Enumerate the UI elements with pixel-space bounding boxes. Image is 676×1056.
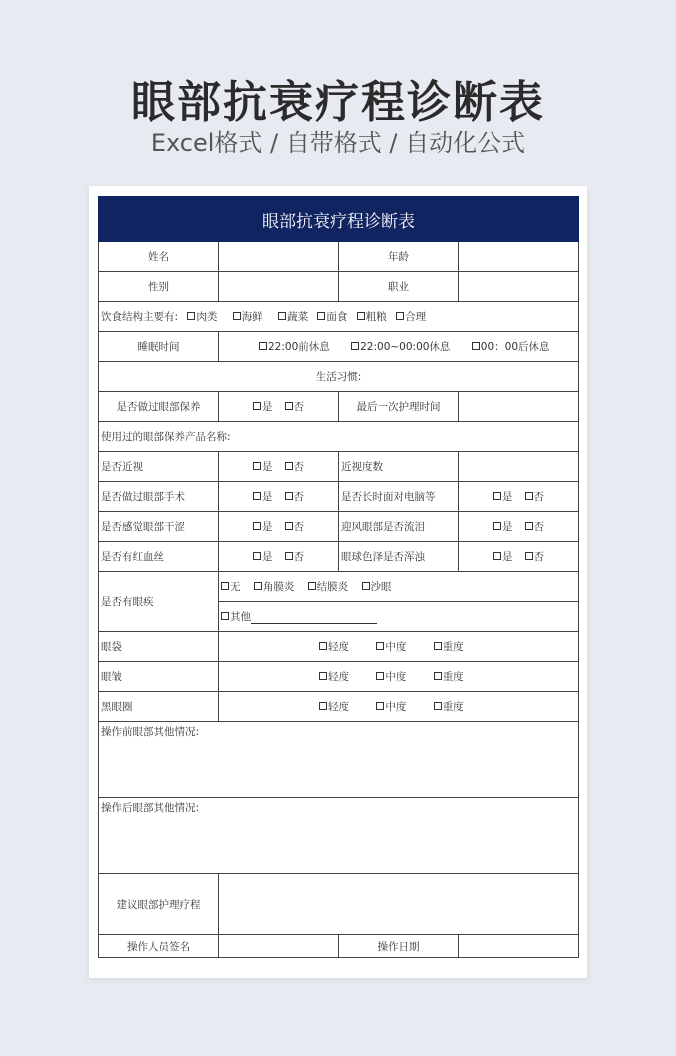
- diet-option-noodles[interactable]: 面食: [317, 309, 347, 324]
- checkbox-icon: [285, 462, 293, 470]
- checkbox-icon: [319, 642, 327, 650]
- diet-option-meat[interactable]: 肉类: [187, 309, 217, 324]
- wrinkle-moderate[interactable]: 中度: [376, 669, 406, 684]
- disease-label: 是否有眼疾: [99, 572, 219, 632]
- after-label: 操作后眼部其他情况:: [101, 802, 200, 814]
- eye-care-options: [219, 392, 339, 422]
- surgery-label: 是否做过眼部手术: [99, 482, 219, 512]
- sleep-option-22-00[interactable]: 22:00~00:00休息: [351, 339, 450, 354]
- habits-label: 生活习惯:: [99, 362, 579, 392]
- age-field[interactable]: [459, 242, 579, 272]
- eyebag-moderate[interactable]: 中度: [376, 639, 406, 654]
- date-label: 操作日期: [339, 935, 459, 958]
- checkbox-icon: [434, 642, 442, 650]
- diet-option-balanced[interactable]: 合理: [396, 309, 426, 324]
- bloodshot-no[interactable]: 否: [285, 549, 305, 564]
- sleep-option-before-22[interactable]: 22:00前休息: [259, 339, 330, 354]
- checkbox-icon: [525, 522, 533, 530]
- wrinkle-options: [219, 662, 579, 692]
- turbid-options: [459, 542, 579, 572]
- checkbox-icon: [308, 582, 316, 590]
- disease-options: [219, 572, 579, 602]
- diet-option-vegetables[interactable]: 蔬菜: [278, 309, 308, 324]
- name-label: 姓名: [99, 242, 219, 272]
- surgery-no[interactable]: 否: [285, 489, 305, 504]
- products-label: 使用过的眼部保养产品名称:: [99, 422, 579, 452]
- form-header: 眼部抗衰疗程诊断表: [99, 197, 579, 242]
- checkbox-icon: [434, 702, 442, 710]
- eyebag-mild[interactable]: 轻度: [319, 639, 349, 654]
- dark-circle-options: [219, 692, 579, 722]
- eyebag-label: 眼袋: [99, 632, 219, 662]
- diet-option-seafood[interactable]: 海鲜: [233, 309, 263, 324]
- disease-other-option[interactable]: 其他: [221, 609, 251, 624]
- dry-yes[interactable]: 是: [253, 519, 273, 534]
- checkbox-icon: [362, 582, 370, 590]
- surgery-options: [219, 482, 339, 512]
- surgery-yes[interactable]: 是: [253, 489, 273, 504]
- checkbox-icon: [493, 552, 501, 560]
- checkbox-icon: [285, 552, 293, 560]
- eyebag-severe[interactable]: 重度: [434, 639, 464, 654]
- gender-field[interactable]: [219, 272, 339, 302]
- computer-yes[interactable]: 是: [493, 489, 513, 504]
- before-label: 操作前眼部其他情况:: [101, 726, 200, 738]
- disease-none[interactable]: 无: [221, 579, 241, 594]
- before-notes[interactable]: [99, 722, 579, 798]
- after-notes[interactable]: [99, 798, 579, 874]
- disease-trachoma[interactable]: 沙眼: [362, 579, 392, 594]
- last-care-label: 最后一次护理时间: [339, 392, 459, 422]
- myopia-yes[interactable]: 是: [253, 459, 273, 474]
- checkbox-icon: [472, 342, 480, 350]
- eye-care-no[interactable]: 否: [285, 399, 305, 414]
- last-care-field[interactable]: [459, 392, 579, 422]
- tears-no[interactable]: 否: [525, 519, 545, 534]
- turbid-no[interactable]: 否: [525, 549, 545, 564]
- page-title: 眼部抗衰疗程诊断表: [131, 77, 545, 128]
- eyebag-options: [219, 632, 579, 662]
- turbid-label: 眼球色泽是否浑浊: [339, 542, 459, 572]
- wrinkle-label: 眼皱: [99, 662, 219, 692]
- checkbox-icon: [253, 402, 261, 410]
- checkbox-icon: [187, 312, 195, 320]
- checkbox-icon: [278, 312, 286, 320]
- dry-options: [219, 512, 339, 542]
- course-field[interactable]: [219, 874, 579, 935]
- checkbox-icon: [525, 492, 533, 500]
- bloodshot-yes[interactable]: 是: [253, 549, 273, 564]
- checkbox-icon: [221, 582, 229, 590]
- course-label: 建议眼部护理疗程: [99, 874, 219, 935]
- diagnosis-form-table: [98, 196, 579, 958]
- checkbox-icon: [319, 702, 327, 710]
- disease-other-input[interactable]: [251, 614, 377, 624]
- job-field[interactable]: [459, 272, 579, 302]
- diet-row: [99, 302, 579, 332]
- computer-no[interactable]: 否: [525, 489, 545, 504]
- myopia-degree-field[interactable]: [459, 452, 579, 482]
- bloodshot-label: 是否有红血丝: [99, 542, 219, 572]
- checkbox-icon: [317, 312, 325, 320]
- bloodshot-options: [219, 542, 339, 572]
- dark-circle-mild[interactable]: 轻度: [319, 699, 349, 714]
- myopia-options: [219, 452, 339, 482]
- disease-other: [219, 602, 579, 632]
- checkbox-icon: [285, 492, 293, 500]
- checkbox-icon: [253, 462, 261, 470]
- name-field[interactable]: [219, 242, 339, 272]
- myopia-label: 是否近视: [99, 452, 219, 482]
- sleep-label: 睡眠时间: [99, 332, 219, 362]
- page-subtitle: Excel格式 / 自带格式 / 自动化公式: [150, 129, 526, 157]
- checkbox-icon: [493, 522, 501, 530]
- job-label: 职业: [339, 272, 459, 302]
- dark-circle-severe[interactable]: 重度: [434, 699, 464, 714]
- wrinkle-severe[interactable]: 重度: [434, 669, 464, 684]
- disease-keratitis[interactable]: 角膜炎: [254, 579, 295, 594]
- tears-yes[interactable]: 是: [493, 519, 513, 534]
- operator-label: 操作人员签名: [99, 935, 219, 958]
- myopia-degree-label: 近视度数: [339, 452, 459, 482]
- sleep-option-after-00[interactable]: 00：00后休息: [472, 339, 550, 354]
- checkbox-icon: [376, 642, 384, 650]
- checkbox-icon: [285, 522, 293, 530]
- checkbox-icon: [254, 582, 262, 590]
- disease-conjunctivitis[interactable]: 结膜炎: [308, 579, 349, 594]
- myopia-no[interactable]: 否: [285, 459, 305, 474]
- checkbox-icon: [221, 612, 229, 620]
- operator-field[interactable]: [219, 935, 339, 958]
- sleep-options: [219, 332, 579, 362]
- checkbox-icon: [525, 552, 533, 560]
- checkbox-icon: [233, 312, 241, 320]
- checkbox-icon: [357, 312, 365, 320]
- date-field[interactable]: [459, 935, 579, 958]
- checkbox-icon: [376, 672, 384, 680]
- tears-options: [459, 512, 579, 542]
- checkbox-icon: [493, 492, 501, 500]
- eye-care-yes[interactable]: 是: [253, 399, 273, 414]
- turbid-yes[interactable]: 是: [493, 549, 513, 564]
- eye-care-label: 是否做过眼部保养: [99, 392, 219, 422]
- computer-options: [459, 482, 579, 512]
- checkbox-icon: [319, 672, 327, 680]
- checkbox-icon: [434, 672, 442, 680]
- age-label: 年龄: [339, 242, 459, 272]
- gender-label: 性别: [99, 272, 219, 302]
- tears-label: 迎风眼部是否流泪: [339, 512, 459, 542]
- checkbox-icon: [253, 522, 261, 530]
- dark-circle-label: 黑眼圈: [99, 692, 219, 722]
- checkbox-icon: [351, 342, 359, 350]
- dry-no[interactable]: 否: [285, 519, 305, 534]
- checkbox-icon: [253, 492, 261, 500]
- checkbox-icon: [376, 702, 384, 710]
- dark-circle-moderate[interactable]: 中度: [376, 699, 406, 714]
- dry-label: 是否感觉眼部干涩: [99, 512, 219, 542]
- checkbox-icon: [396, 312, 404, 320]
- diet-label: 饮食结构主要有:: [101, 311, 179, 323]
- checkbox-icon: [259, 342, 267, 350]
- diet-option-grains[interactable]: 粗粮: [357, 309, 387, 324]
- checkbox-icon: [285, 402, 293, 410]
- computer-label: 是否长时面对电脑等: [339, 482, 459, 512]
- checkbox-icon: [253, 552, 261, 560]
- wrinkle-mild[interactable]: 轻度: [319, 669, 349, 684]
